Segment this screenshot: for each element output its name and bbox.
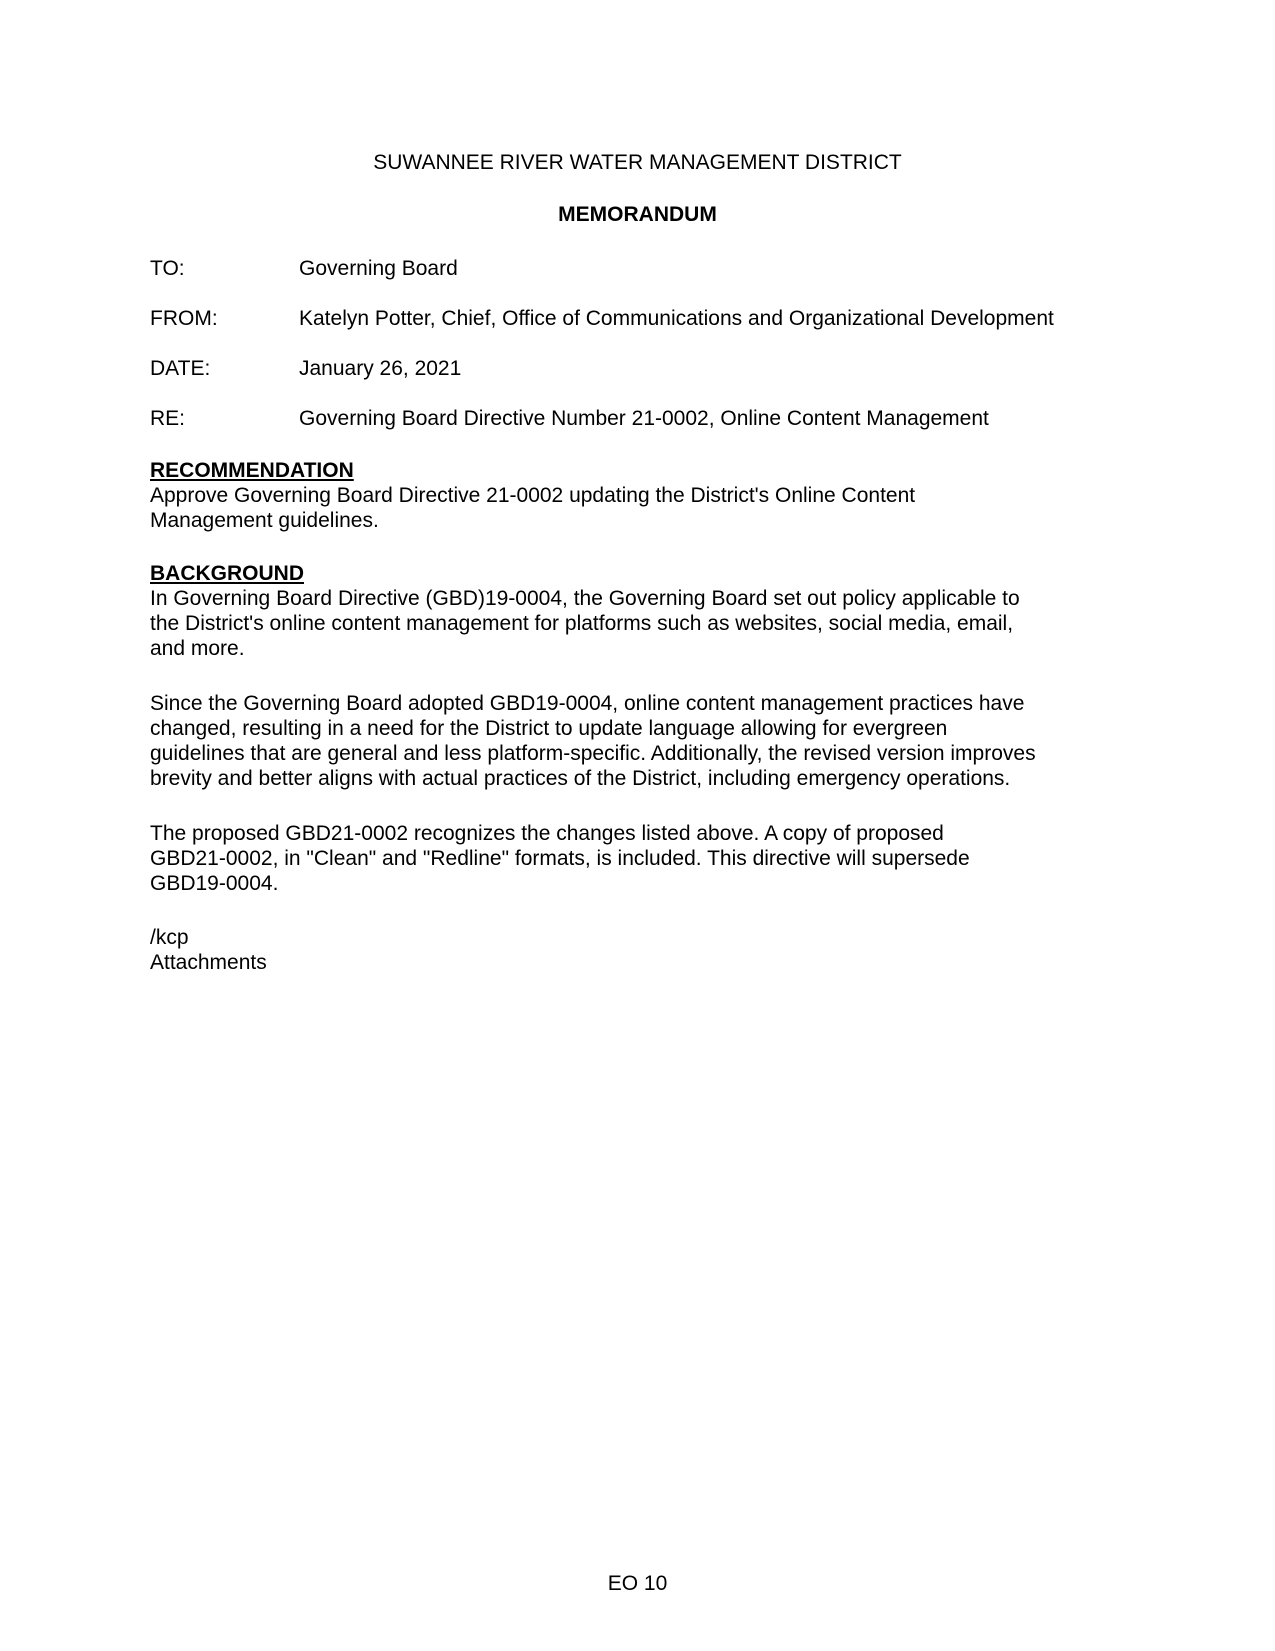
re-label: RE: — [150, 407, 186, 430]
from-row — [150, 306, 1150, 332]
background-paragraph-3 — [150, 821, 1130, 896]
recommendation-line: Management guidelines. — [150, 509, 379, 532]
to-label: TO: — [150, 257, 185, 280]
background-line: Since the Governing Board adopted GBD19-0004, online content management practices have — [150, 692, 1025, 715]
background-line: brevity and better aligns with actual practices of the District, including emergency operations. — [150, 767, 1011, 790]
recommendation-section — [150, 458, 1130, 533]
background-line: In Governing Board Directive (GBD)19-0004, the Governing Board set out policy applicable to — [150, 587, 1020, 610]
background-section — [150, 561, 1130, 661]
organization-name: SUWANNEE RIVER WATER MANAGEMENT DISTRICT — [373, 151, 902, 174]
date-value: January 26, 2021 — [299, 357, 462, 380]
re-row — [150, 406, 1150, 432]
from-value: Katelyn Potter, Chief, Office of Communications and Organizational Development — [299, 307, 1054, 330]
memo-title: MEMORANDUM — [558, 203, 717, 226]
from-label: FROM: — [150, 307, 218, 330]
recommendation-line: Approve Governing Board Directive 21-0002 updating the District's Online Content — [150, 484, 916, 507]
date-label: DATE: — [150, 357, 211, 380]
background-paragraph-2 — [150, 691, 1130, 791]
closing-block — [150, 925, 1130, 975]
background-heading: BACKGROUND — [150, 562, 304, 585]
to-value: Governing Board — [299, 257, 458, 280]
to-row — [150, 256, 1150, 282]
re-value: Governing Board Directive Number 21-0002, Online Content Management — [299, 407, 989, 430]
background-line: the District's online content management for platforms such as websites, social media, email, — [150, 612, 1014, 635]
page-footer: EO 10 — [607, 1572, 668, 1595]
background-line: GBD21-0002, in "Clean" and "Redline" formats, is included. This directive will supersede — [150, 847, 970, 870]
recommendation-heading: RECOMMENDATION — [150, 459, 354, 482]
attachments-note: Attachments — [150, 951, 267, 974]
background-line: guidelines that are general and less platform-specific. Additionally, the revised version improves — [150, 742, 1036, 765]
date-row — [150, 356, 1150, 382]
background-line: and more. — [150, 637, 245, 660]
background-line: GBD19-0004. — [150, 872, 279, 895]
background-line: changed, resulting in a need for the District to update language allowing for evergreen — [150, 717, 948, 740]
author-initials: /kcp — [150, 926, 189, 949]
background-line: The proposed GBD21-0002 recognizes the changes listed above. A copy of proposed — [150, 822, 944, 845]
